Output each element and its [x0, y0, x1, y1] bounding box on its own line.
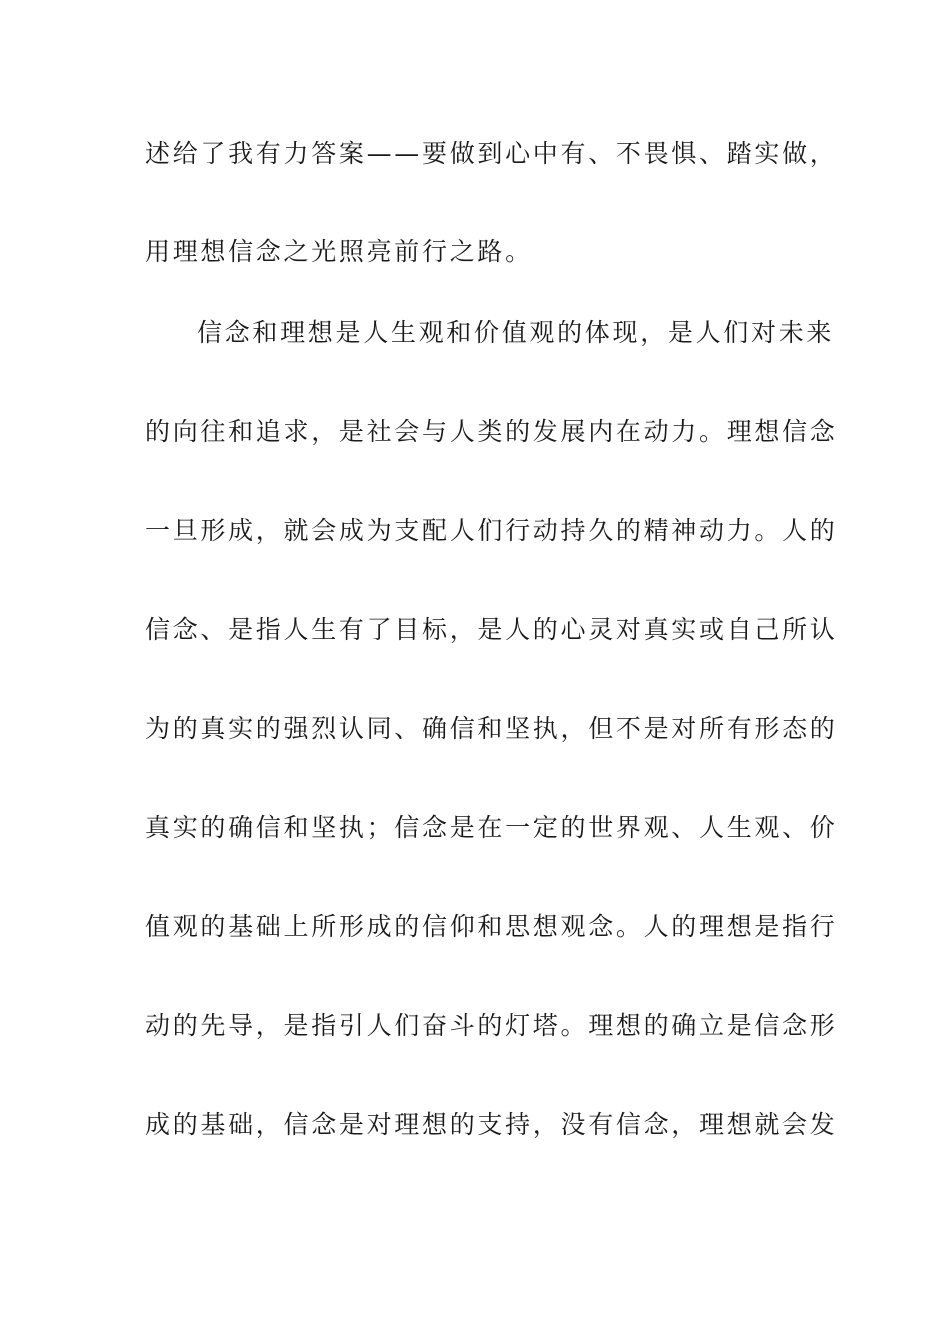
paragraph-line-3: 信念和理想是人生观和价值观的体现，是人们对未来	[197, 318, 835, 347]
paragraph-line-7: 为的真实的强烈认同、确信和坚执，但不是对所有形态的	[145, 714, 838, 743]
paragraph-line-9: 值观的基础上所形成的信仰和思想观念。人的理想是指行	[145, 912, 838, 941]
paragraph-line-1: 述给了我有力答案——要做到心中有、不畏惧、踏实做，	[145, 139, 838, 168]
paragraph-line-11: 成的基础，信念是对理想的支持，没有信念，理想就会发	[145, 1110, 838, 1139]
paragraph-line-10: 动的先导，是指引人们奋斗的灯塔。理想的确立是信念形	[145, 1011, 838, 1040]
paragraph-line-5: 一旦形成，就会成为支配人们行动持久的精神动力。人的	[145, 516, 838, 545]
paragraph-line-6: 信念、是指人生有了目标，是人的心灵对真实或自己所认	[145, 615, 838, 644]
paragraph-line-2: 用理想信念之光照亮前行之路。	[145, 237, 533, 266]
paragraph-line-4: 的向往和追求，是社会与人类的发展内在动力。理想信念	[145, 417, 838, 446]
paragraph-line-8: 真实的确信和坚执；信念是在一定的世界观、人生观、价	[145, 813, 838, 842]
